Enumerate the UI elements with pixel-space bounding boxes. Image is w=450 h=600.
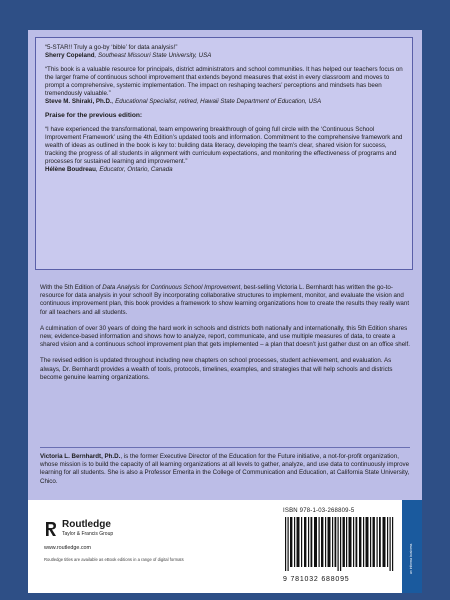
reviewer-title: , Educator, Ontario, Canada (95, 166, 173, 173)
description-paragraph: A culmination of over 30 years of doing the hard work in schools and districts both nationally and internationally, this 5th Edition shares new, evidence-based information and shows how to analyze, report, communicate, and use multiple measures of data, to create a shared vision and a continuous school improvement plan that gets implemented – a plan that doesn’t just gather dust on an office shelf. (40, 324, 410, 349)
reviewer-title: , Southeast Missouri State University, USA (94, 52, 212, 59)
review-quote: “I have experienced the transformational, team empowering breakthrough of going full circle with the ‘Continuous School Improvement Framework’ using the 4th Edition’s updated tools and information. Commitment to the comprehensive framework and wealth of ideas as outlined in the book is key to: building data literacy, developing the team’s clear, shared vision for success, tracking the progress of all students in alignment with curriculum expectations, and monitoring the effectiveness of programs and processes for sustained learning and improvement.” (45, 126, 403, 165)
publisher-name: Routledge (62, 519, 111, 530)
barcode-icon (283, 517, 395, 571)
previous-edition-heading: Praise for the previous edition: (45, 112, 143, 119)
review-attribution (45, 166, 403, 174)
author-bio-text: , is the former Executive Director of the Education for the Future initiative, a not-for-profit organization, whose mission is to build the capacity of all learning organizations at all levels to gather, analyze, and use data to continuously improve learning for all students. She is also a Professor Emerita in the College of Communication and Education, at California State University, Chico. (40, 453, 410, 485)
isbn: ISBN 978-1-03-268809-5 (283, 508, 355, 514)
book-title: Data Analysis for Continuous School Improvement (102, 284, 241, 291)
divider (40, 447, 410, 448)
author-name: Victoria L. Bernhardt, Ph.D. (40, 453, 121, 460)
barcode-number: 9 781032 688095 (283, 576, 350, 583)
description-paragraph: With the 5th Edition of Data Analysis for Continuous School Improvement, best-selling Victoria L. Bernhardt has written the go-to-resource for data analysis in your school! By incorporating collaborative structures to implement, monitor, and evaluate the vision and continuous improvement plan, this book provides a framework to show learning organizations how to create the results they really want for all teachers and all students. (40, 284, 410, 316)
publisher-strip-text: an informa business (409, 543, 413, 574)
reviewer-name: Steve M. Shiraki, Ph.D. (45, 98, 112, 105)
footer (28, 500, 422, 593)
reviewer-title: , Educational Specialist, retired, Hawaii State Department of Education, USA (111, 98, 322, 105)
review-quote: “5-STAR!! Truly a go-by ‘bible’ for data analysis!” (45, 44, 178, 51)
publisher-group: Taylor & Francis Group (62, 531, 114, 537)
publisher-strip (402, 500, 422, 593)
description-paragraph: The revised edition is updated throughout including new chapters on school processes, student achievement, and evaluation. As always, Dr. Bernhardt provides a wealth of tools, protocols, timelines, examples, and strategies that will help schools and districts become genuine learning organizations. (40, 357, 393, 381)
review-quote: “This book is a valuable resource for principals, district administrators and school communities. It has helped our teachers focus on the larger frame of continuous school improvement that extends beyond measures that exist in every classroom and moves to prompt a comprehensive, systemic implementation. The impact on reshaping teachers’ perceptions and mindsets has been tremendously valuable.” (45, 66, 403, 97)
reviewer-name: Hélène Boudreau (45, 166, 96, 173)
reviewer-name: Sherry Copeland (45, 52, 95, 59)
description (40, 284, 410, 390)
routledge-logo-icon (44, 520, 58, 538)
back-cover-panel (28, 30, 422, 593)
review-attribution (45, 52, 403, 60)
review-attribution (45, 98, 403, 106)
author-bio (40, 453, 410, 486)
ebook-note: Routledge titles are available as eBook editions in a range of digital formats (44, 557, 184, 562)
publisher-website: www.routledge.com (44, 545, 92, 551)
review-box (35, 37, 413, 270)
